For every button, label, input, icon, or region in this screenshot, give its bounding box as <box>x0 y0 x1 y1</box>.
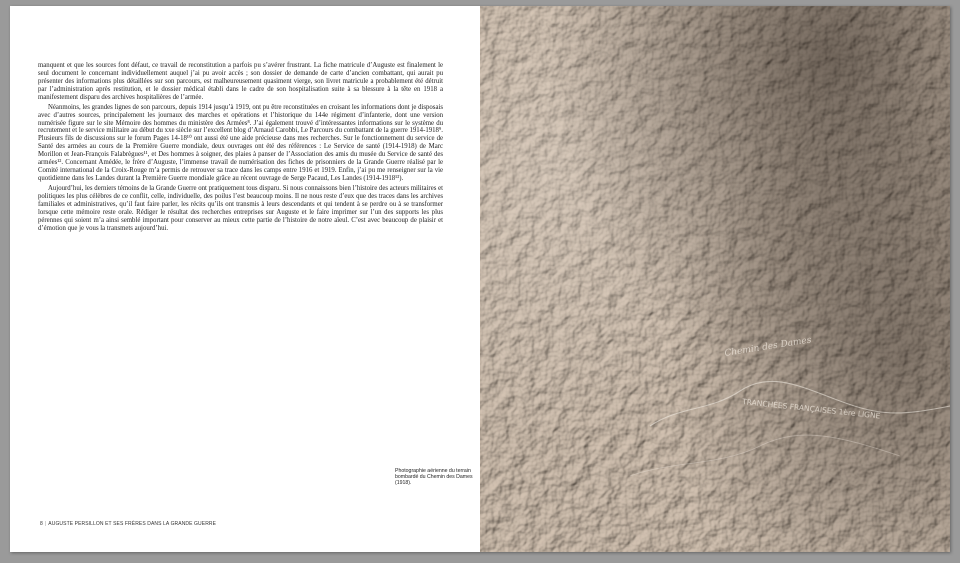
book-spread <box>10 6 950 552</box>
paragraph-2: Néanmoins, les grandes lignes de son parcours, depuis 1914 jusqu’à 1919, ont pu être reconstituées en croisant les informations dont je disposais avec d’autres sources, principalement les journaux des marches et opérations et l’historique du 144e régiment d’infanterie, dont une version numérisée figure sur le site Mémoire des hommes du ministère des Armées⁸. J’ai également trouvé d’intéressantes informations sur le système du recrutement et le service militaire au début du xxe siècle sur l’excellent blog d’Arnaud Carobbi, Le Parcours du combattant de la guerre 1914-1918⁹. Plusieurs fils de discussions sur le forum Pages 14-18¹⁰ ont aussi été une aide précieuse dans mes recherches. Sur le fonctionnement du service de Santé des armées au cours de la Première Guerre mondiale, deux ouvrages ont été des références : Le Service de santé (1914-1918) de Marc Morillon et Jean-François Falabrègues¹¹, et Des hommes à soigner, des plaies à panser de l’Association des amis du musée du Service de santé des armées¹². Concernant Amédée, le frère d’Auguste, l’immense travail de numérisation des fiches de prisonniers de la Grande Guerre réalisé par le Comité international de la Croix-Rouge m’a permis de retrouver sa trace dans les camps entre 1916 et 1919. Enfin, j’ai pu me renseigner sur la vie quotidienne dans les Landes durant la Première Guerre mondiale grâce au récent ouvrage de Serge Pacaud, Les Landes (1914-1918¹³). <box>38 103 443 182</box>
running-title: AUGUSTE PERSILLON ET SES FRÈRES DANS LA GRANDE GUERRE <box>48 521 217 527</box>
body-text <box>38 62 443 235</box>
photo-caption: Photographie aérienne du terrain bombardé du Chemin des Dames (1918). <box>395 468 473 487</box>
paragraph-1: manquent et que les sources font défaut, ce travail de reconstitution a parfois pu s’avérer frustrant. La fiche matricule d’Auguste est finalement le seul document le concernant individuellement auquel j’ai pu avoir accès ; son dossier de demande de carte d’ancien combattant, qui aurait pu présenter des informations plus détaillées sur son parcours, est malheureusement quasiment vierge, son livret matricule a probablement été détruit par l’administration après restitution, et le dossier médical établi dans le cadre de son hospitalisation suite à sa blessure à la tête en 1918 a manifestement disparu des archives hospitalières de l’armée. <box>38 62 443 101</box>
aerial-photograph <box>480 6 950 552</box>
page-footer <box>40 521 216 527</box>
photo-label-tranchees: TRANCHÉES FRANÇAISES 1ère LIGNE <box>741 397 881 421</box>
left-page <box>10 6 480 552</box>
page-number: 8 <box>40 521 43 527</box>
aerial-photo-svg <box>480 6 950 552</box>
dark-area-bottom <box>480 6 950 552</box>
paragraph-3: Aujourd’hui, les derniers témoins de la Grande Guerre ont pratiquement tous disparu. Si nous connaissons bien l’histoire des acteurs militaires et politiques les plus célèbres de ce conflit, celle, individuelle, des poilus l’est beaucoup moins. Il ne nous reste d’eux que des traces dans les archives familiales et administratives, qu’il faut faire parler, les récits qu’ils ont transmis à leurs descendants et qui tendent à se perdre ou à se transformer lorsque cette mémoire reste orale. Rédiger le résultat des recherches entreprises sur Auguste et le faire imprimer sur l’un des supports les plus pérennes qui soient m’a ainsi semblé important pour conserver au mieux cette partie de l’histoire de notre aïeul. C’est avec beaucoup de plaisir et d’émotion que je vous la transmets aujourd’hui. <box>38 184 443 232</box>
footer-separator: | <box>44 521 47 527</box>
photo-label-chemin: Chemin des Dames <box>723 335 813 359</box>
